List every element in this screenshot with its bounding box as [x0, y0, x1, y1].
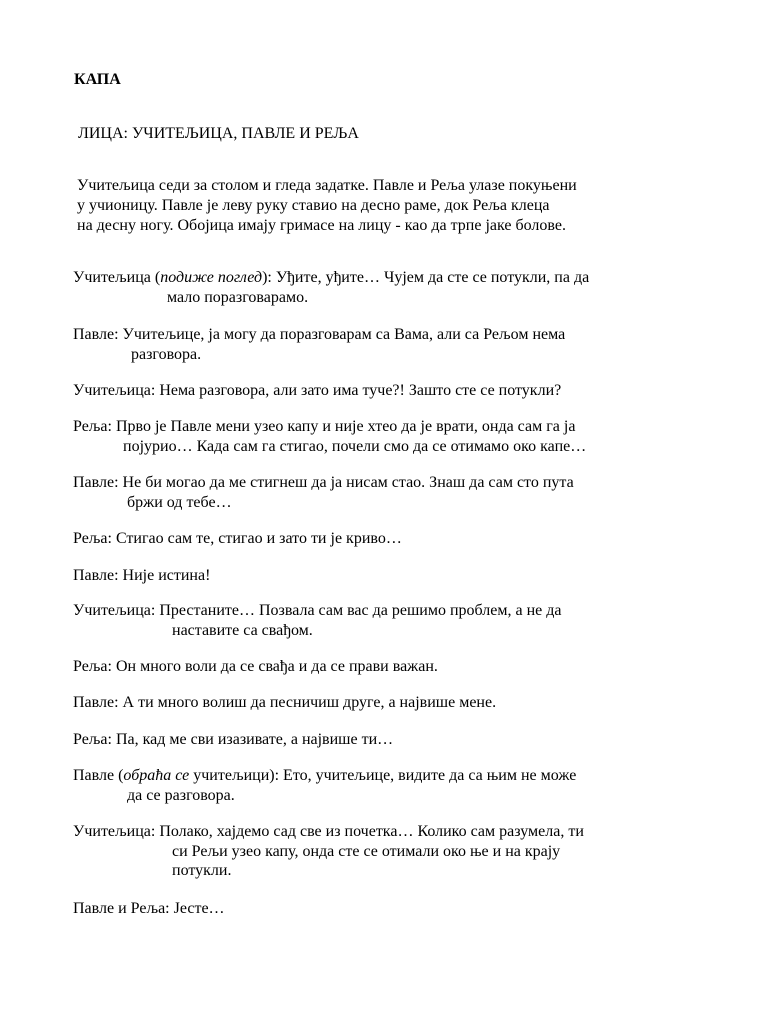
dialogue-continuation: потукли. — [172, 862, 232, 879]
stage-note-word: поглед — [217, 269, 263, 286]
dialogue-first-line: Реља: Стигао сам те, стигао и зато ти је криво… — [73, 530, 402, 547]
dialogue-continuation: појурио… Када сам га стигао, почели смо да се отимамо око капе… — [123, 437, 587, 455]
dialogue-first-line: Павле и Реља: Јесте… — [73, 900, 225, 917]
dialogue-first-line: Реља: Прво је Павле мени узео капу и није хтео да је врати, онда сам га ја — [73, 418, 576, 435]
dialogue-first-line: Павле: Не би могао да ме стигнеш да ја нисам стао. Знаш да сам сто пута — [73, 474, 574, 491]
dialogue-first-line: Учитељица: Полако, хајдемо сад све из почетка… Колико сам разумела, ти — [73, 823, 584, 840]
dialogue-line — [73, 566, 210, 586]
stage-note-word: подиже — [160, 269, 214, 286]
dialogue-first-line: Реља: Па, кад ме сви изазивате, а највише ти… — [73, 731, 394, 748]
stage-direction-line: на десну ногу. Обојица имају гримасе на лицу - као да трпе јаке болове. — [77, 217, 566, 234]
dialogue-first-line: Павле: Учитељице, ја могу да поразговарам са Вама, али са Рељом нема — [73, 326, 566, 343]
dialogue-line — [73, 417, 586, 456]
dialogue-first-line: Учитељица: Престаните… Позвала сам вас да решимо проблем, а не да — [73, 602, 562, 619]
dialogue-line — [73, 473, 574, 512]
dialogue-line — [73, 325, 565, 364]
dialogue-first-line: Павле: Није истина! — [73, 567, 211, 584]
dialogue-line — [73, 381, 561, 401]
dialogue-continuation: си Рељи узео капу, онда сте се отимали око ње и на крају — [172, 842, 561, 860]
dialogue-line — [73, 601, 562, 640]
stage-note — [160, 269, 262, 286]
dialogue-line — [73, 766, 576, 805]
stage-note: обраћа се — [123, 767, 190, 784]
dialogue-line — [73, 693, 496, 713]
dialogue-text: учитељици): Ето, учитељице, видите да са њим не може — [189, 767, 577, 784]
dialogue-line — [73, 899, 225, 919]
dialogue-continuation: да се разговора. — [127, 786, 235, 804]
speaker-label: Павле ( — [73, 767, 124, 784]
dialogue-continuation: бржи од тебе… — [127, 493, 232, 511]
dialogue-line — [73, 657, 438, 677]
dialogue-first-line: Учитељица: Нема разговора, али зато има туче?! Зашто сте се потукли? — [73, 382, 562, 399]
dialogue-first-line: Павле: А ти много волиш да песничиш друге, а највише мене. — [73, 694, 497, 711]
dialogue-continuation: наставите са свађом. — [172, 621, 313, 639]
dialogue-first-line — [73, 268, 589, 288]
cast-list: ЛИЦА: УЧИТЕЉИЦА, ПАВЛЕ И РЕЉА — [78, 125, 359, 142]
dialogue-continuation: разговора. — [131, 345, 202, 363]
dialogue-line — [73, 529, 402, 549]
dialogue-first-line: Реља: Он много воли да се свађа и да се прави важан. — [73, 658, 438, 675]
stage-direction — [77, 176, 577, 236]
dialogue-first-line — [73, 766, 576, 786]
dialogue-text: ): Уђите, уђите… Чујем да сте се потукли, па да — [262, 269, 590, 286]
dialogue-line — [73, 268, 589, 307]
dialogue-line — [73, 822, 584, 881]
dialogue-continuation: мало поразговарамо. — [167, 288, 309, 306]
speaker-label: Учитељица ( — [73, 269, 161, 286]
stage-direction-line: Учитељица седи за столом и гледа задатке. Павле и Реља улазе покуњени — [77, 177, 577, 194]
play-title: КАПА — [74, 71, 121, 88]
stage-direction-line: у учионицу. Павле је леву руку ставио на десно раме, док Реља клеца — [77, 197, 550, 214]
dialogue-line — [73, 730, 393, 750]
